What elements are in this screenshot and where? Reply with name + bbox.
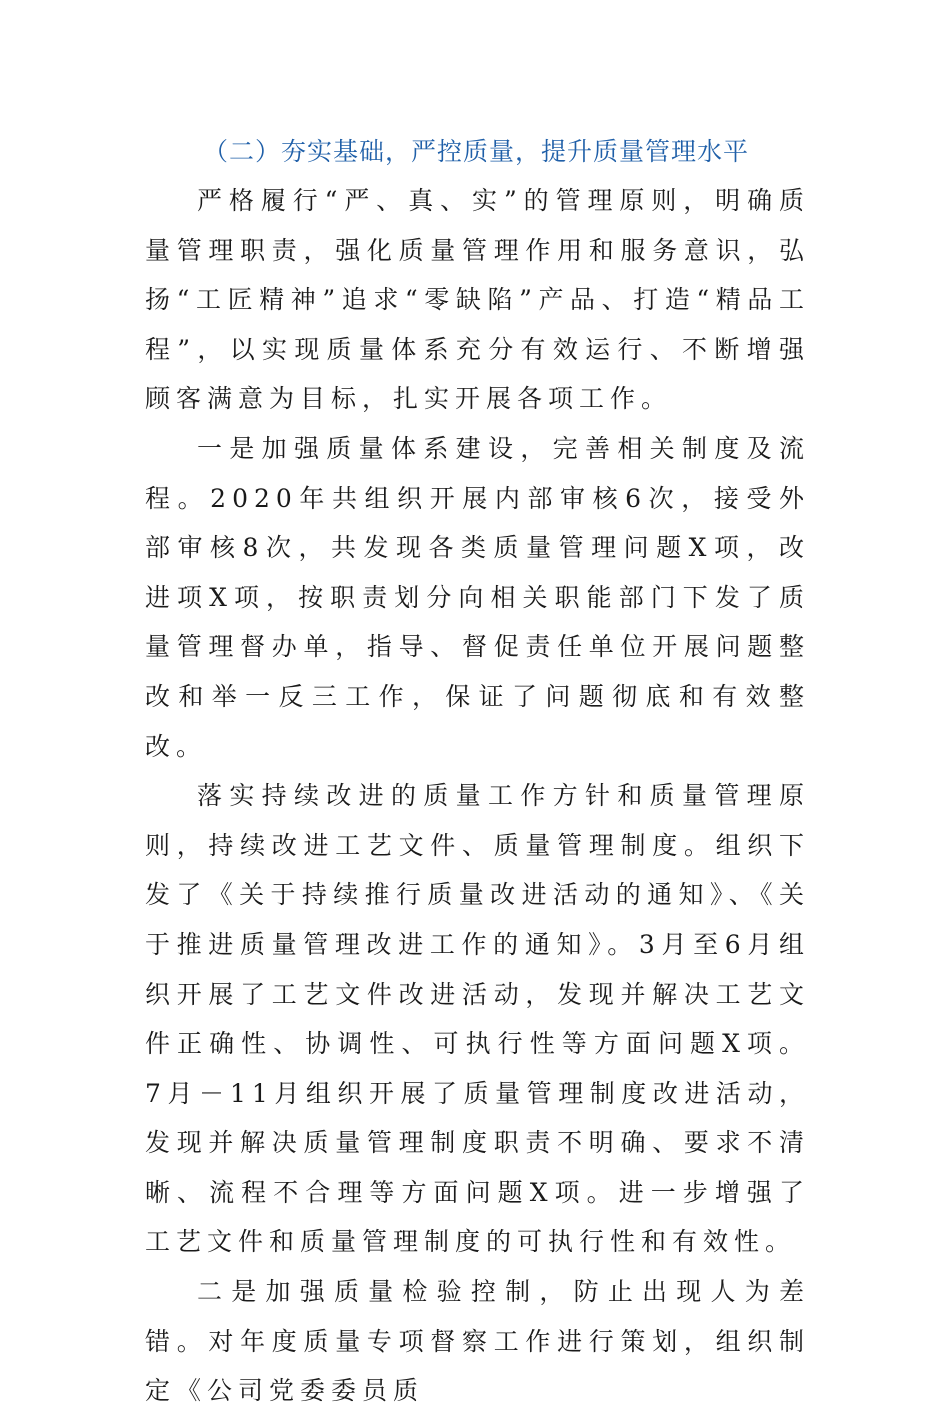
paragraph-3: 落实持续改进的质量工作方针和质量管理原则，持续改进工艺文件、质量管理制度。组织下发了《关于持续推行质量改进活动的通知》、《关于推进质量管理改进工作的通知》。3月至6月组织开展了工艺文件改进活动，发现并解决工艺文件正确性、协调性、可执行性等方面问题X项。7月－11月组织开展了质量管理制度改进活动，发现并解决质量管理制度职责不明确、要求不清晰、流程不合理等方面问题X项。进一步增强了工艺文件和质量管理制度的可执行性和有效性。 xyxy=(145,781,810,1257)
document-body xyxy=(145,128,810,1416)
paragraph-4: 二是加强质量检验控制，防止出现人为差错。对年度质量专项督察工作进行策划，组织制定《公司党委委员质 xyxy=(145,1277,810,1406)
paragraph-2: 一是加强质量体系建设，完善相关制度及流程。2020年共组织开展内部审核6次，接受外部审核8次，共发现各类质量管理问题X项，改进项X项，按职责划分向相关职能部门下发了质量管理督办单，指导、督促责任单位开展问题整改和举一反三工作，保证了问题彻底和有效整改。 xyxy=(145,433,810,761)
paragraph-1: 严格履行“严、真、实”的管理原则，明确质量管理职责，强化质量管理作用和服务意识，弘扬“工匠精神”追求“零缺陷”产品、打造“精品工程”，以实现质量体系充分有效运行、不断增强顾客满意为目标，扎实开展各项工作。 xyxy=(145,186,810,414)
section-heading: （二）夯实基础，严控质量，提升质量管理水平 xyxy=(203,137,750,166)
